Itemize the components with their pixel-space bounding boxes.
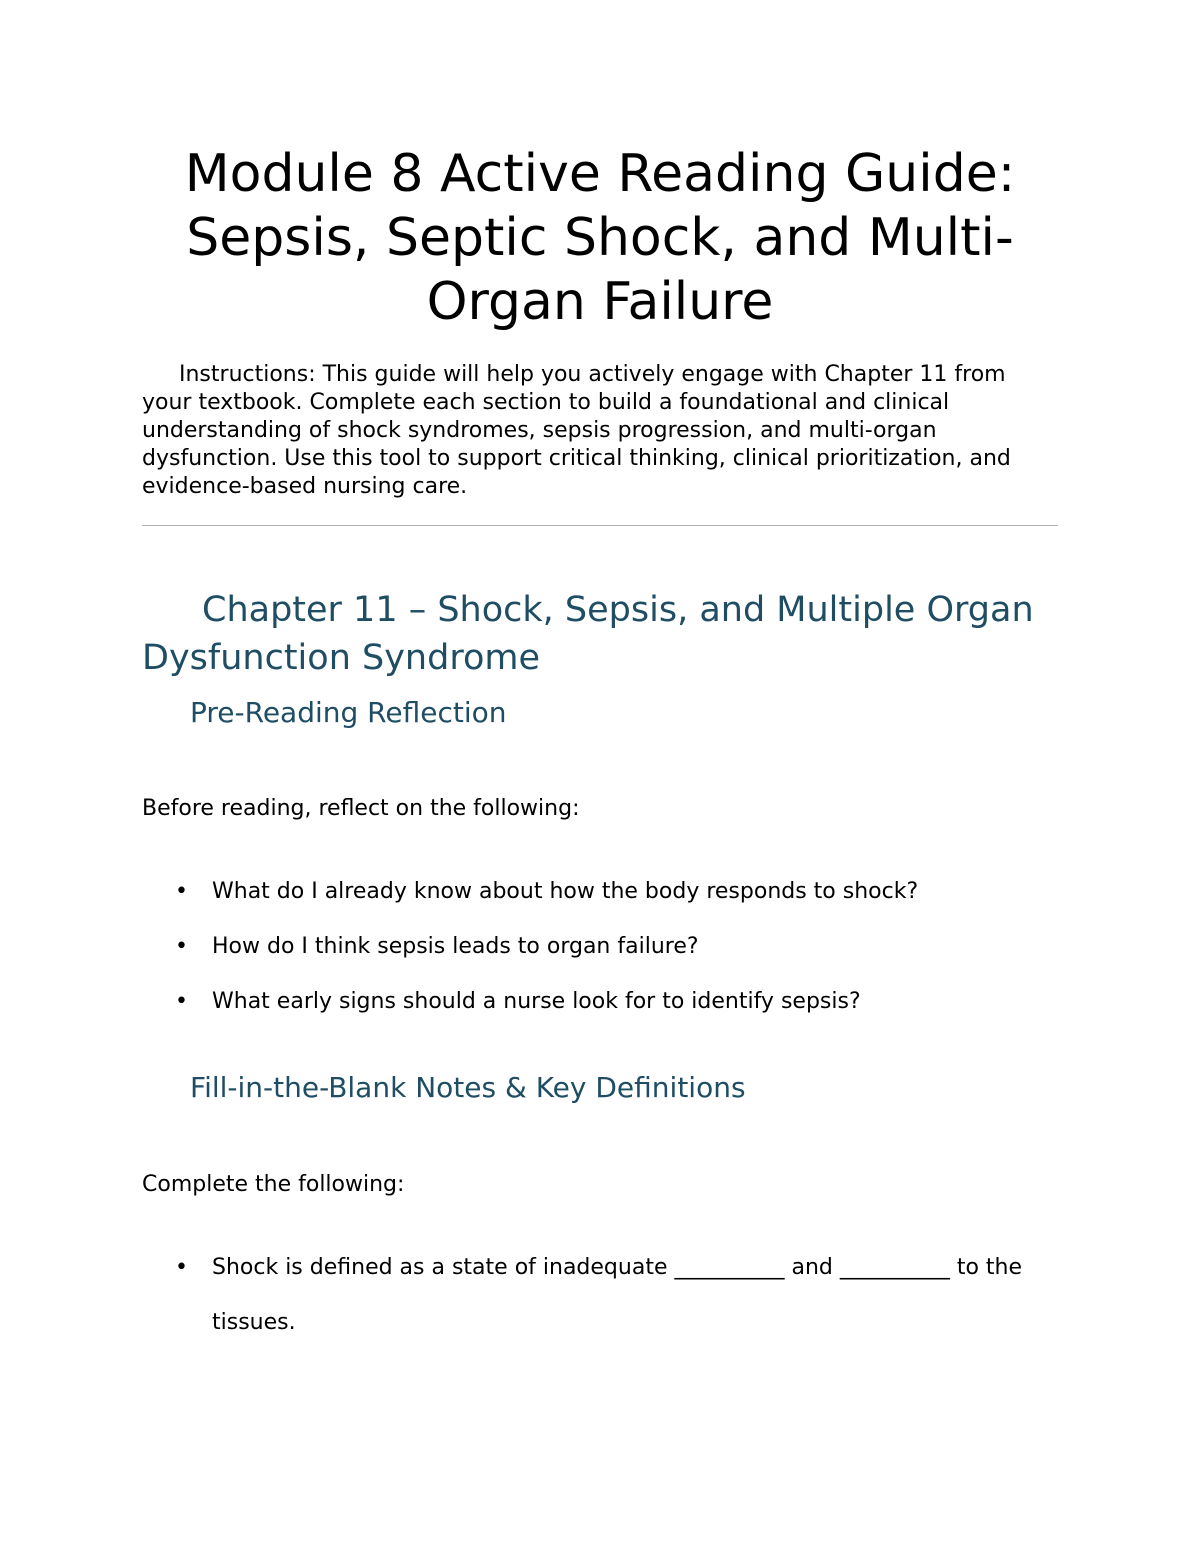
bullet-icon: •: [175, 879, 188, 904]
fill-in-intro: Complete the following:: [142, 1172, 405, 1197]
pre-reading-intro: Before reading, reflect on the following:: [142, 796, 580, 821]
list-item: [142, 988, 1062, 1016]
pre-reading-list: [142, 878, 1062, 1016]
instructions-paragraph: Instructions: This guide will help you actively engage with Chapter 11 from your textbook. Complete each section to build a foundational and clinical understanding of shock syndromes, sepsis progression, and multi-organ dysfunction. Use this tool to support critical thinking, clinical prioritization, and evidence-based nursing care.: [142, 362, 1011, 499]
fill-in-heading: Fill-in-the-Blank Notes & Key Definitions: [190, 1071, 746, 1104]
bullet-icon: •: [175, 1255, 188, 1280]
list-item-text: What early signs should a nurse look for to identify sepsis?: [212, 989, 861, 1014]
list-item-text: How do I think sepsis leads to organ failure?: [212, 934, 699, 959]
list-item: [142, 878, 1062, 906]
list-item: [142, 1240, 1062, 1350]
chapter-heading: Chapter 11 – Shock, Sepsis, and Multiple Organ Dysfunction Syndrome: [142, 590, 1034, 678]
list-item-text: Shock is defined as a state of inadequate __________ and __________ to the tissues.: [212, 1255, 1023, 1335]
bullet-icon: •: [175, 989, 188, 1014]
document-title: Module 8 Active Reading Guide: Sepsis, Septic Shock, and Multi-Organ Failure: [184, 144, 1016, 332]
bullet-icon: •: [175, 934, 188, 959]
pre-reading-heading: Pre-Reading Reflection: [190, 696, 507, 729]
list-item-text: What do I already know about how the body responds to shock?: [212, 879, 919, 904]
fill-in-list: [142, 1254, 1062, 1350]
list-item: [142, 933, 1062, 961]
horizontal-divider: [142, 525, 1058, 526]
